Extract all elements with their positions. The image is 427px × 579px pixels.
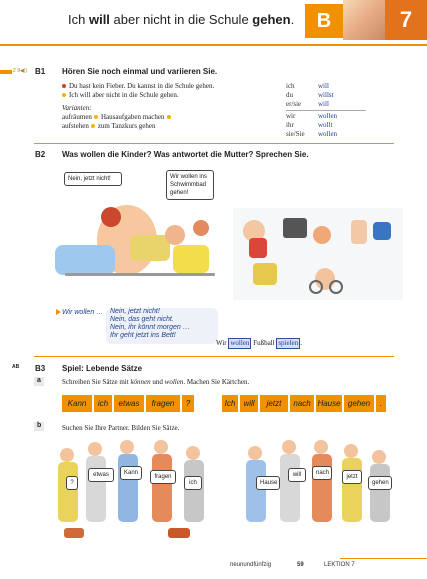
table-row: du willst bbox=[286, 91, 334, 99]
dialog-answers: Nein, jetzt nicht! Nein, das geht nicht. Nein, ihr könnt morgen … Ihr geht jetzt ins Bett! bbox=[110, 308, 190, 339]
footer-page-word: neunundfünfzig bbox=[230, 562, 272, 568]
variants-label: Varianten: bbox=[62, 104, 92, 112]
word-card[interactable]: . bbox=[376, 395, 386, 412]
header-rule bbox=[0, 44, 427, 46]
illustration-people-right bbox=[236, 440, 396, 540]
table-divider bbox=[286, 110, 366, 111]
sign-card: etwas bbox=[88, 468, 114, 482]
footer-rule bbox=[340, 558, 427, 559]
exercise-heading-b2: Was wollen die Kinder? Was antwortet die Mutter? Sprechen Sie. bbox=[62, 150, 309, 159]
yellow-bullet-icon bbox=[62, 93, 66, 97]
section-divider bbox=[34, 356, 394, 357]
sign-card: nach bbox=[312, 466, 332, 480]
sign-card: Hause bbox=[256, 476, 280, 490]
dialog-prompt: Wir wollen … bbox=[62, 309, 104, 316]
task-a-text: Schreiben Sie Sätze mit können und wollen. Machen Sie Kärtchen. bbox=[62, 378, 250, 386]
table-row: wir wollen bbox=[286, 112, 338, 120]
word-card[interactable]: will bbox=[240, 395, 258, 412]
sign-card: fragen bbox=[150, 470, 176, 484]
variant-row-1: aufräumen Hausaufgaben machen bbox=[62, 113, 174, 122]
table-row: er/sie will bbox=[286, 100, 329, 108]
word-card[interactable]: fragen bbox=[146, 395, 180, 412]
task-b-label: b bbox=[37, 422, 42, 429]
example-line-1: Du hast kein Fieber. Du kannst in die Schule gehen. bbox=[62, 82, 214, 91]
section-badge: B bbox=[305, 4, 343, 38]
task-a-label: a bbox=[37, 377, 41, 384]
arrow-icon bbox=[56, 309, 61, 315]
sign-card: ? bbox=[66, 476, 78, 490]
variant-row-2: aufstehen zum Tanzkurs gehen bbox=[62, 122, 156, 130]
exercise-label-b1: B1 bbox=[35, 67, 46, 76]
sign-card: will bbox=[288, 468, 306, 482]
word-card[interactable]: gehen bbox=[344, 395, 374, 412]
task-b-text: Suchen Sie Ihre Partner. Bilden Sie Sätze. bbox=[62, 424, 180, 432]
sign-card: gehen bbox=[368, 476, 392, 490]
illustration-activities bbox=[233, 208, 403, 300]
footer-page-number: 59 bbox=[297, 562, 304, 568]
lesson-badge: 7 bbox=[385, 0, 427, 40]
audio-icon[interactable]: 2 9◀)) bbox=[13, 68, 28, 74]
word-card[interactable]: Hause bbox=[316, 395, 342, 412]
word-card[interactable]: Kann bbox=[62, 395, 92, 412]
speech-bubble-children: Wir wollen ins Schwimmbad gehen! bbox=[166, 170, 214, 200]
exercise-label-b2: B2 bbox=[35, 150, 46, 159]
sign-card: Kann bbox=[120, 466, 142, 480]
speech-bubble-mother: Nein, jetzt nicht! bbox=[64, 172, 122, 186]
footer-lesson: LEKTION 7 bbox=[324, 562, 355, 568]
word-card[interactable]: jetzt bbox=[260, 395, 288, 412]
word-card[interactable]: etwas bbox=[114, 395, 144, 412]
exercise-heading-b3: Spiel: Lebende Sätze bbox=[62, 364, 143, 373]
word-card[interactable]: Ich bbox=[222, 395, 238, 412]
sign-card: ich bbox=[184, 476, 202, 490]
variant-dot-icon bbox=[167, 115, 171, 119]
sign-card: jetzt bbox=[342, 470, 362, 484]
red-bullet-icon bbox=[62, 84, 66, 88]
variant-dot-icon bbox=[91, 124, 95, 128]
workbook-icon: AB bbox=[12, 364, 20, 370]
illustration-people-left bbox=[58, 440, 218, 540]
page-title: Ich will aber nicht in die Schule gehen. bbox=[68, 12, 295, 27]
word-card[interactable]: nach bbox=[290, 395, 314, 412]
table-row: ihr wollt bbox=[286, 121, 333, 129]
example-line-2: Ich will aber nicht in die Schule gehen. bbox=[62, 91, 179, 100]
exercise-heading-b1: Hören Sie noch einmal und variieren Sie. bbox=[62, 67, 218, 76]
exercise-label-b3: B3 bbox=[35, 364, 46, 373]
word-card[interactable]: ich bbox=[94, 395, 112, 412]
header-photo bbox=[343, 0, 385, 40]
section-divider bbox=[34, 143, 394, 144]
example-sentence: Wir wollen Fußball spielen . bbox=[216, 339, 302, 347]
word-card[interactable]: ? bbox=[182, 395, 194, 412]
table-row: sie/Sie wollen bbox=[286, 130, 338, 138]
variant-dot-icon bbox=[94, 115, 98, 119]
audio-track-chip bbox=[0, 70, 12, 74]
table-row: ich will bbox=[286, 82, 329, 90]
